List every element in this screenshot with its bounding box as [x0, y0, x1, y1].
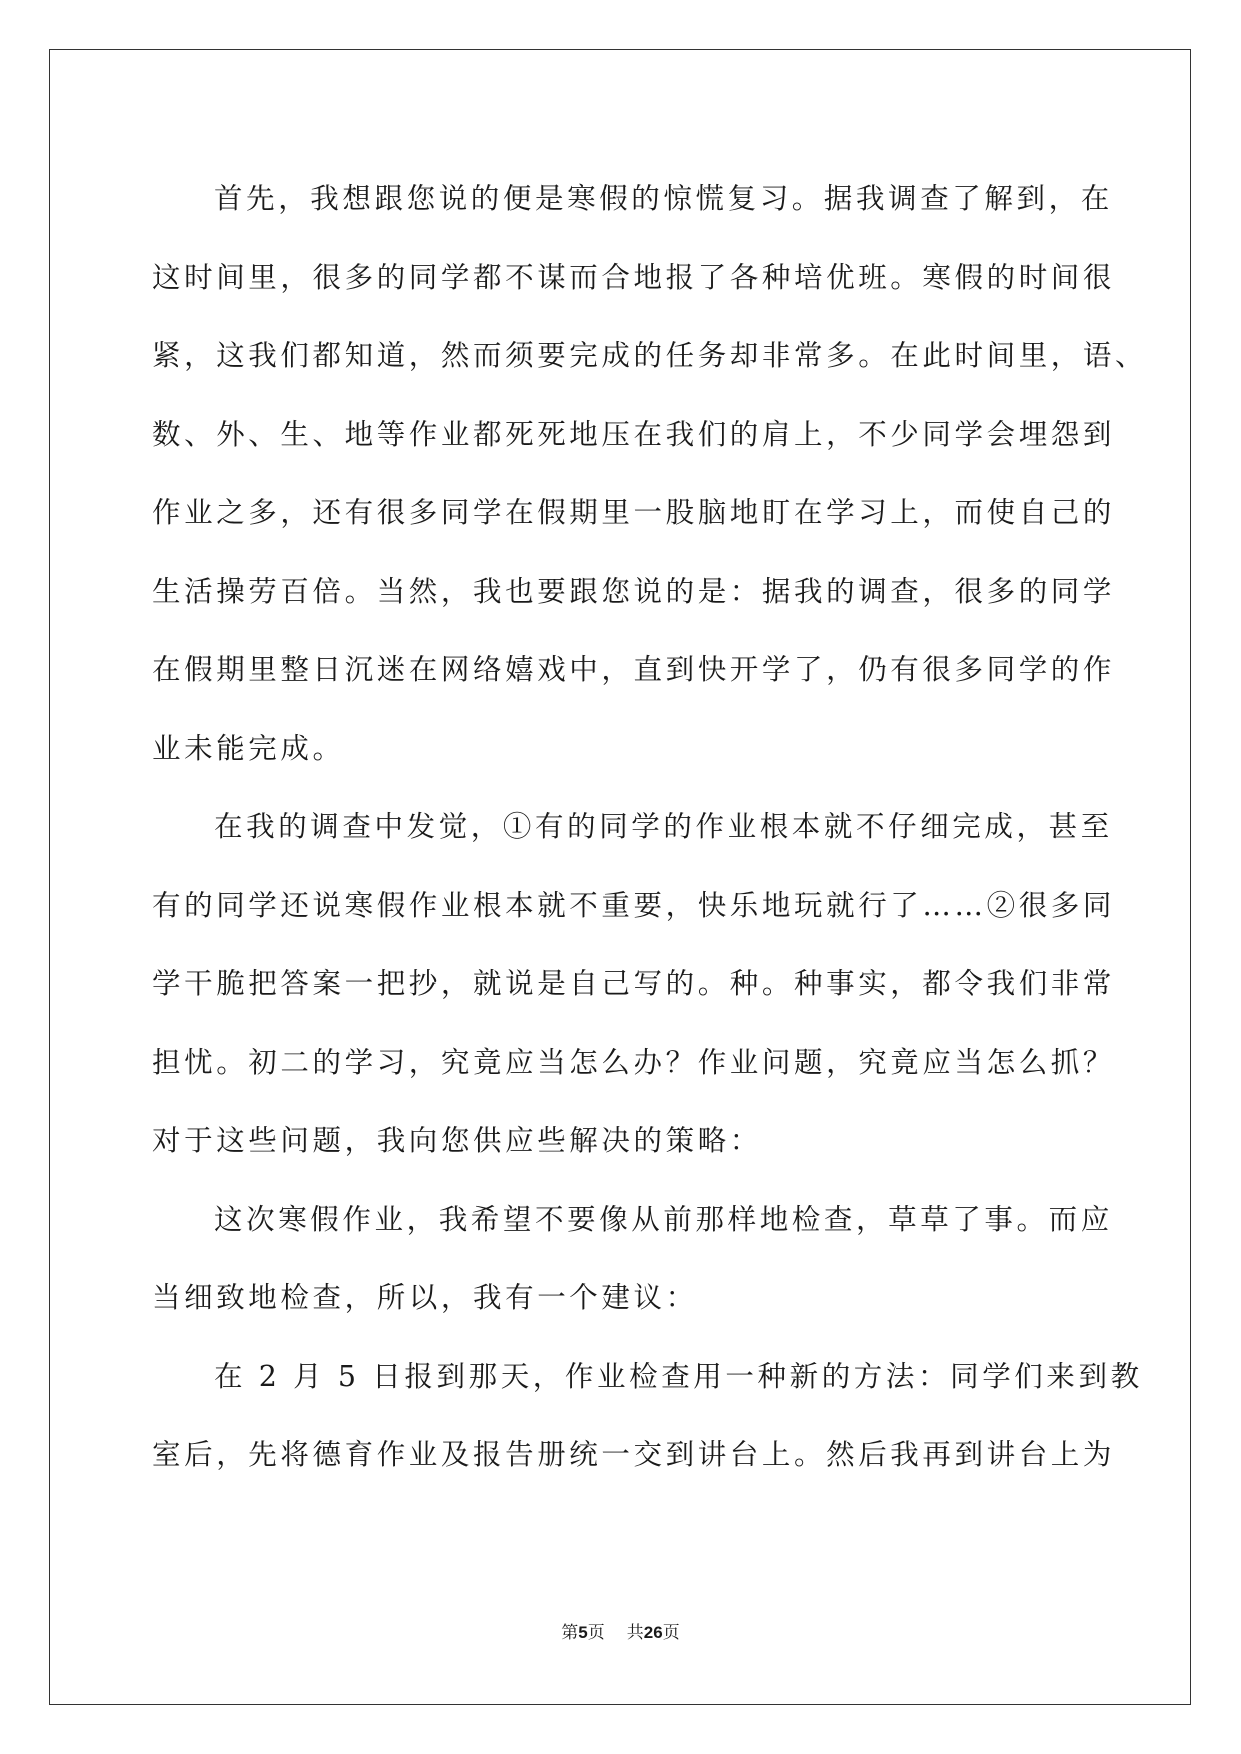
paragraph-line: 数、外、生、地等作业都死死地压在我们的肩上，不少同学会埋怨到	[152, 417, 1116, 451]
paragraph-line: 对于这些问题，我向您供应些解决的策略：	[152, 1124, 762, 1157]
footer-total-suffix: 页	[662, 1623, 680, 1643]
paragraph-line: 紧，这我们都知道，然而须要完成的任务却非常多。在此时间里，语、	[152, 339, 1148, 372]
paragraph-line: 担忧。初二的学习，究竟应当怎么办？作业问题，究竟应当怎么抓？	[152, 1045, 1116, 1079]
paragraph-line: 业未能完成。	[152, 731, 345, 765]
paragraph-line: 在 2 月 5 日报到那天，作业检查用一种新的方法：同学们来到教	[214, 1359, 1143, 1393]
paragraph-line: 作业之多，还有很多同学在假期里一股脑地盯在学习上，而使自己的	[152, 496, 1116, 529]
footer-page-suffix: 页	[587, 1623, 605, 1643]
paragraph-line: 当细致地检查，所以，我有一个建议：	[152, 1281, 698, 1314]
paragraph-line: 室后，先将德育作业及报告册统一交到讲台上。然后我再到讲台上为	[152, 1438, 1116, 1471]
paragraph-line: 在假期里整日沉迷在网络嬉戏中，直到快开学了，仍有很多同学的作	[152, 653, 1116, 686]
paragraph-line: 学干脆把答案一把抄，就说是自己写的。种。种事实，都令我们非常	[152, 967, 1116, 1000]
footer-total-pages: 26	[643, 1623, 663, 1642]
document-body	[152, 160, 1148, 1495]
page-footer	[0, 1618, 1241, 1643]
paragraph-line: 这次寒假作业，我希望不要像从前那样地检查，草草了事。而应	[214, 1202, 1113, 1236]
paragraph-line: 首先，我想跟您说的便是寒假的惊慌复习。据我调查了解到，在	[214, 182, 1113, 215]
footer-page-prefix: 第	[561, 1623, 579, 1643]
paragraph-line: 生活操劳百倍。当然，我也要跟您说的是：据我的调查，很多的同学	[152, 574, 1116, 608]
footer-page-number: 5	[578, 1623, 588, 1642]
paragraph-line: 有的同学还说寒假作业根本就不重要，快乐地玩就行了……②很多同	[152, 888, 1116, 922]
footer-total-prefix: 共	[626, 1623, 644, 1643]
paragraph-line: 在我的调查中发觉，①有的同学的作业根本就不仔细完成，甚至	[214, 810, 1113, 843]
paragraph-line: 这时间里，很多的同学都不谋而合地报了各种培优班。寒假的时间很	[152, 260, 1116, 294]
